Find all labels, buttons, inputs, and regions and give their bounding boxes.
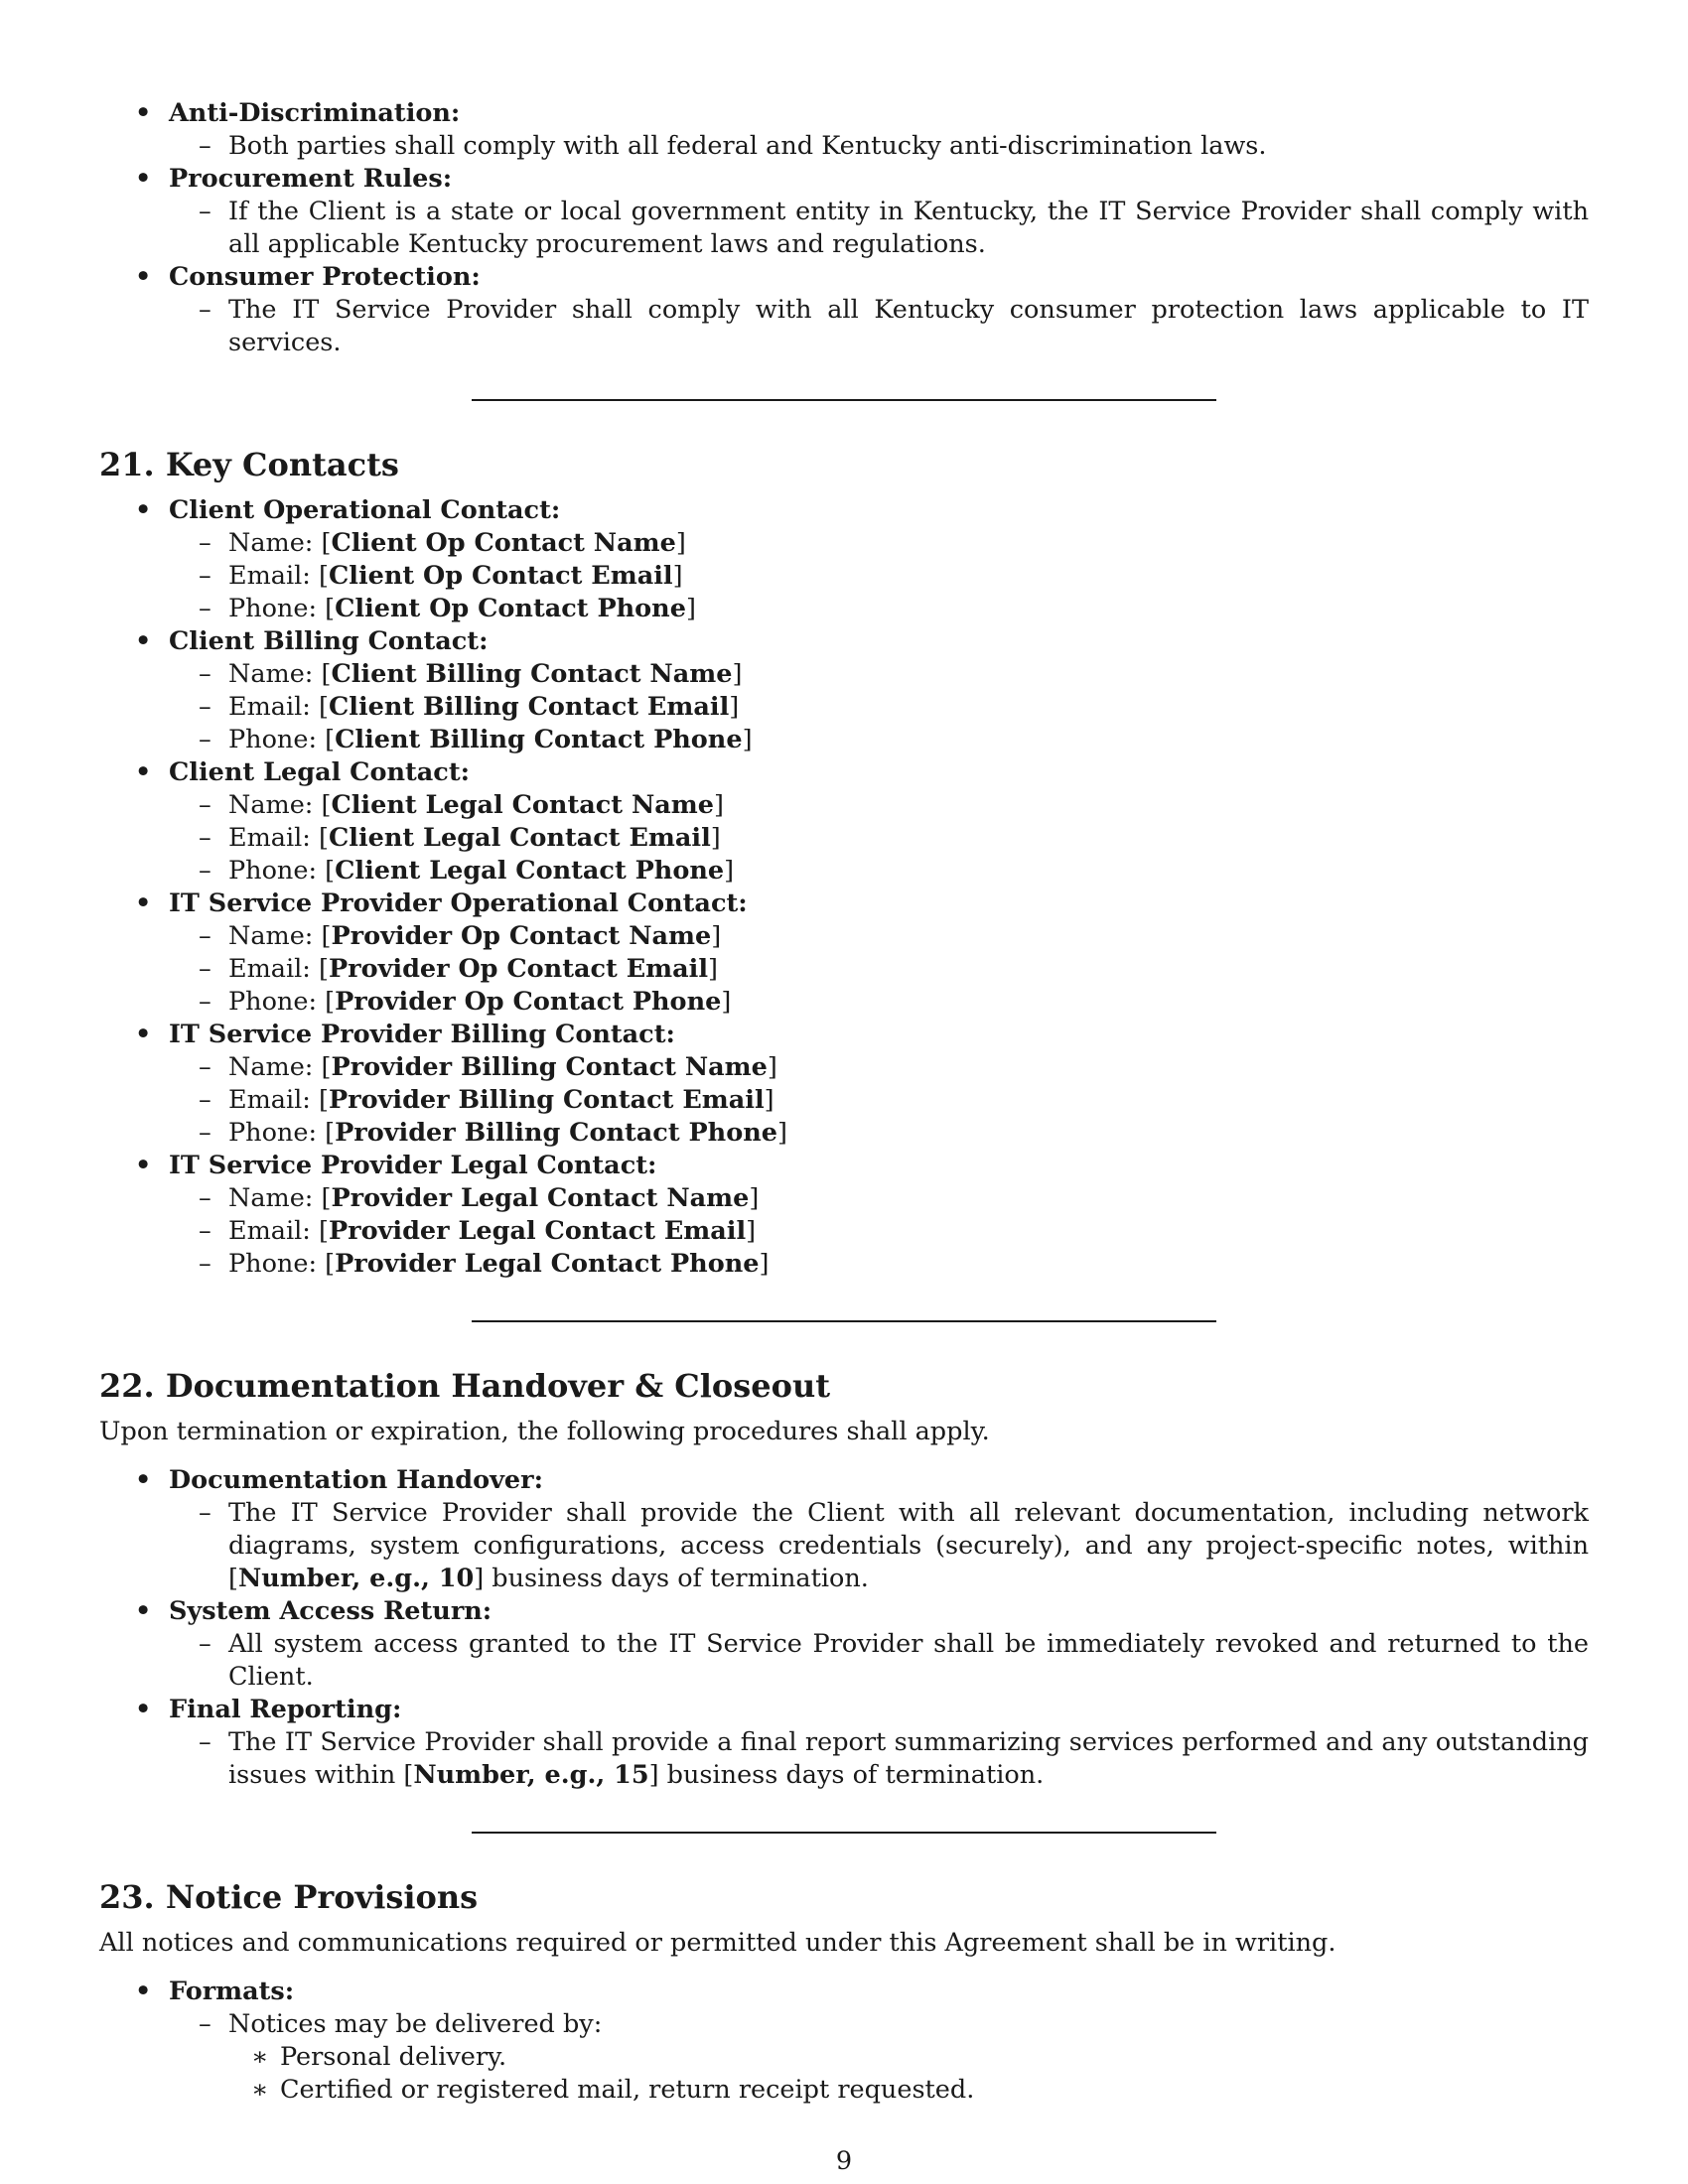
list-subitem: – Both parties shall comply with all federal and Kentucky anti-discrimination laws. bbox=[199, 131, 1267, 161]
dash: – bbox=[199, 856, 211, 886]
dash: – bbox=[199, 1249, 211, 1279]
section-divider bbox=[472, 399, 1216, 401]
placeholder: Client Legal Contact Phone bbox=[335, 856, 725, 886]
section-22-heading: 22. Documentation Handover & Closeout bbox=[99, 1367, 831, 1405]
contact-email-row: – Email: [Client Op Contact Email] bbox=[199, 561, 683, 591]
list-item: • Documentation Handover: bbox=[135, 1465, 544, 1495]
placeholder: Provider Billing Contact Name bbox=[331, 1052, 768, 1082]
contact-phone-row: – Phone: [Provider Billing Contact Phone] bbox=[199, 1118, 787, 1148]
bullet: • bbox=[135, 1977, 152, 2006]
contact-name-row: – Name: [Client Legal Contact Name] bbox=[199, 790, 724, 820]
page-number: 9 bbox=[835, 2146, 853, 2176]
placeholder: Provider Op Contact Phone bbox=[335, 987, 722, 1017]
dash: – bbox=[199, 1629, 211, 1659]
list-subitem: – The IT Service Provider shall comply with all Kentucky consumer protection laws applicable to IT services. bbox=[199, 295, 1589, 357]
dash: – bbox=[199, 987, 211, 1017]
dash: – bbox=[199, 197, 211, 226]
notice-list bbox=[99, 1976, 1589, 2107]
dash: – bbox=[199, 1118, 211, 1148]
contact-name-row: – Name: [Provider Legal Contact Name] bbox=[199, 1183, 760, 1213]
asterisk-bullet: ∗ bbox=[251, 2075, 269, 2105]
list-item: • Anti-Discrimination: bbox=[135, 98, 461, 128]
bullet: • bbox=[135, 1151, 152, 1180]
contact-email-row: – Email: [Provider Op Contact Email] bbox=[199, 954, 718, 984]
placeholder: Provider Legal Contact Email bbox=[328, 1216, 747, 1246]
contact-name-row: – Name: [Provider Op Contact Name] bbox=[199, 921, 722, 951]
dash: – bbox=[199, 1052, 211, 1082]
dash: – bbox=[199, 954, 211, 984]
placeholder: Provider Billing Contact Phone bbox=[335, 1118, 777, 1148]
dash: – bbox=[199, 692, 211, 722]
section-22-intro: Upon termination or expiration, the following procedures shall apply. bbox=[99, 1417, 990, 1446]
list-item: • Formats: bbox=[135, 1977, 295, 2006]
dash: – bbox=[199, 1085, 211, 1115]
list-subitem: – If the Client is a state or local government entity in Kentucky, the IT Service Provider shall comply with all applicable Kentucky procurement laws and regulations. bbox=[199, 197, 1589, 259]
placeholder: Provider Op Contact Email bbox=[328, 954, 709, 984]
contact-phone-row: – Phone: [Client Op Contact Phone] bbox=[199, 594, 696, 623]
dash: – bbox=[199, 1183, 211, 1213]
contact-phone-row: – Phone: [Provider Op Contact Phone] bbox=[199, 987, 732, 1017]
list-subitem: – Notices may be delivered by: bbox=[199, 2009, 603, 2039]
placeholder: Client Legal Contact Name bbox=[331, 790, 714, 820]
bullet: • bbox=[135, 262, 152, 292]
compliance-list bbox=[99, 97, 1589, 359]
placeholder: Provider Legal Contact Name bbox=[331, 1183, 750, 1213]
dash: – bbox=[199, 528, 211, 558]
dash: – bbox=[199, 1216, 211, 1246]
bullet: • bbox=[135, 1020, 152, 1049]
asterisk-bullet: ∗ bbox=[251, 2042, 269, 2072]
dash: – bbox=[199, 659, 211, 689]
bullet: • bbox=[135, 757, 152, 787]
page-content bbox=[99, 97, 1589, 2107]
section-23-heading: 23. Notice Provisions bbox=[99, 1878, 479, 1916]
closeout-list bbox=[99, 1464, 1589, 1792]
placeholder: Provider Billing Contact Email bbox=[328, 1085, 765, 1115]
placeholder: Provider Op Contact Name bbox=[331, 921, 712, 951]
dash: – bbox=[199, 1498, 211, 1528]
dash: – bbox=[199, 1727, 211, 1757]
contact-email-row: – Email: [Provider Billing Contact Email] bbox=[199, 1085, 774, 1115]
list-item: • System Access Return: bbox=[135, 1596, 492, 1626]
dash: – bbox=[199, 594, 211, 623]
bullet: • bbox=[135, 1596, 152, 1626]
contact-email-row: – Email: [Client Legal Contact Email] bbox=[199, 823, 721, 853]
contact-name-row: – Name: [Client Billing Contact Name] bbox=[199, 659, 743, 689]
placeholder: Client Legal Contact Email bbox=[328, 823, 711, 853]
bullet: • bbox=[135, 626, 152, 656]
list-subsubitem: ∗ Personal delivery. bbox=[251, 2042, 507, 2072]
dash: – bbox=[199, 561, 211, 591]
contact-group-heading: • IT Service Provider Operational Contact: bbox=[135, 888, 748, 918]
contact-phone-row: – Phone: [Provider Legal Contact Phone] bbox=[199, 1249, 770, 1279]
contact-group-heading: • Client Legal Contact: bbox=[135, 757, 471, 787]
dash: – bbox=[199, 823, 211, 853]
section-21-heading: 21. Key Contacts bbox=[99, 446, 399, 483]
dash: – bbox=[199, 725, 211, 754]
bullet: • bbox=[135, 1465, 152, 1495]
bullet: • bbox=[135, 98, 152, 128]
list-subitem: – The IT Service Provider shall provide the Client with all relevant documentation, including network diagrams, system configurations, access credentials (securely), and any project-specific notes, within [Number, e.g., 10] business days of termination. bbox=[199, 1498, 1589, 1593]
bullet: • bbox=[135, 888, 152, 918]
list-subsubitem: ∗ Certified or registered mail, return receipt requested. bbox=[251, 2075, 975, 2105]
dash: – bbox=[199, 790, 211, 820]
section-23-intro: All notices and communications required or permitted under this Agreement shall be in writing. bbox=[99, 1928, 1336, 1958]
bullet: • bbox=[135, 1695, 152, 1724]
placeholder: Client Op Contact Phone bbox=[335, 594, 686, 623]
contact-group-heading: • IT Service Provider Billing Contact: bbox=[135, 1020, 675, 1049]
dash: – bbox=[199, 131, 211, 161]
list-item: • Final Reporting: bbox=[135, 1695, 402, 1724]
placeholder: Client Billing Contact Email bbox=[328, 692, 730, 722]
placeholder: Client Op Contact Name bbox=[331, 528, 676, 558]
bullet: • bbox=[135, 495, 152, 525]
dash: – bbox=[199, 921, 211, 951]
bullet: • bbox=[135, 164, 152, 194]
placeholder: Client Op Contact Email bbox=[328, 561, 673, 591]
placeholder: Client Billing Contact Name bbox=[331, 659, 733, 689]
list-subitem: – The IT Service Provider shall provide a final report summarizing services performed and any outstanding issues within [Number, e.g., 15] business days of termination. bbox=[199, 1727, 1589, 1790]
placeholder: Number, e.g., 15 bbox=[413, 1760, 649, 1790]
contact-group-heading: • IT Service Provider Legal Contact: bbox=[135, 1151, 657, 1180]
contact-group-heading: • Client Operational Contact: bbox=[135, 495, 561, 525]
placeholder: Provider Legal Contact Phone bbox=[335, 1249, 760, 1279]
contact-email-row: – Email: [Provider Legal Contact Email] bbox=[199, 1216, 757, 1246]
section-divider bbox=[472, 1832, 1216, 1834]
list-item: • Procurement Rules: bbox=[135, 164, 453, 194]
contact-name-row: – Name: [Client Op Contact Name] bbox=[199, 528, 686, 558]
list-item: • Consumer Protection: bbox=[135, 262, 481, 292]
contact-email-row: – Email: [Client Billing Contact Email] bbox=[199, 692, 740, 722]
contact-phone-row: – Phone: [Client Legal Contact Phone] bbox=[199, 856, 735, 886]
dash: – bbox=[199, 2009, 211, 2039]
placeholder: Number, e.g., 10 bbox=[237, 1564, 475, 1593]
section-divider bbox=[472, 1320, 1216, 1322]
list-subitem: – All system access granted to the IT Service Provider shall be immediately revoked and returned to the Client. bbox=[199, 1629, 1589, 1692]
key-contacts-list bbox=[99, 494, 1589, 1281]
contact-name-row: – Name: [Provider Billing Contact Name] bbox=[199, 1052, 777, 1082]
dash: – bbox=[199, 295, 211, 325]
contact-group-heading: • Client Billing Contact: bbox=[135, 626, 489, 656]
placeholder: Client Billing Contact Phone bbox=[335, 725, 743, 754]
contact-phone-row: – Phone: [Client Billing Contact Phone] bbox=[199, 725, 753, 754]
